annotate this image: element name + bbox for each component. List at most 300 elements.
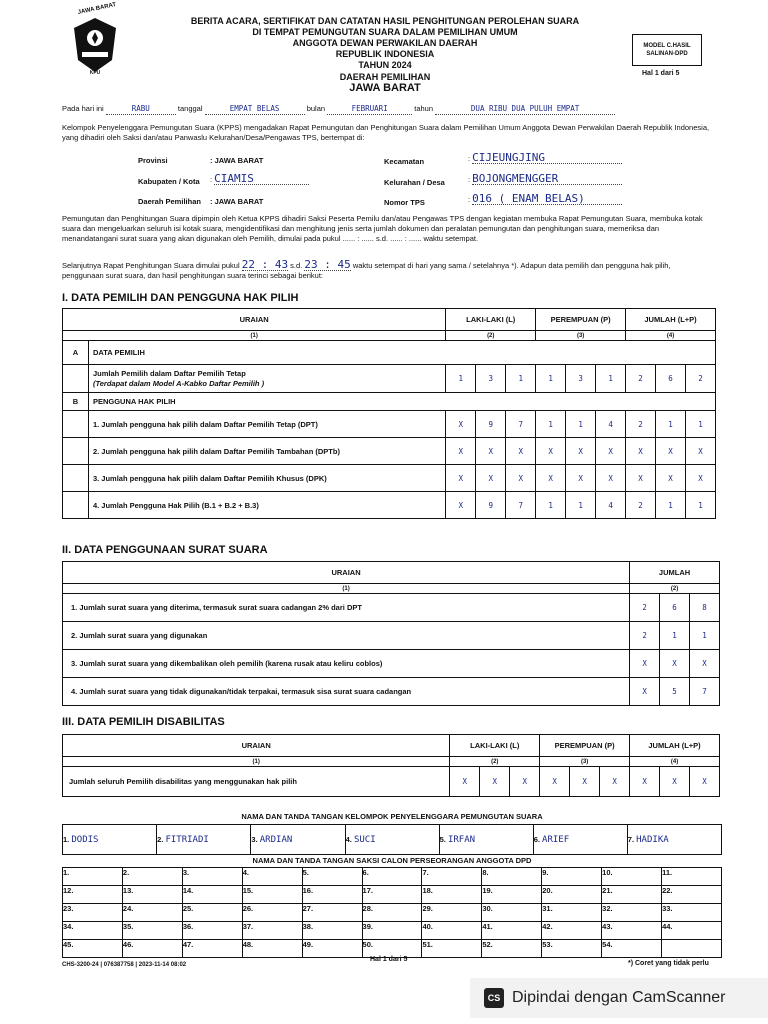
camscanner-watermark xyxy=(470,978,768,1018)
saksi-signature-slot xyxy=(362,922,422,940)
voter-data-table xyxy=(62,308,716,519)
digit-cell: 6 xyxy=(656,365,686,393)
dapil-text: JAWA BARAT xyxy=(214,197,264,206)
signer-name: ARIEF xyxy=(542,834,570,845)
slot-number: 29. xyxy=(422,904,433,913)
dapil-value: : JAWA BARAT xyxy=(210,197,264,206)
saksi-signature-slot xyxy=(482,922,542,940)
day-label: Pada hari ini xyxy=(62,104,104,113)
saksi-signature-slot xyxy=(542,886,602,904)
section-2-title: II. DATA PENGGUNAAN SURAT SUARA xyxy=(62,544,268,556)
slot-number: 20. xyxy=(542,886,553,895)
slot-number: 50. xyxy=(362,940,373,949)
saksi-signature-slot xyxy=(362,940,422,958)
time-intro: Selanjutnya Rapat Penghitungan Suara dimulai pukul xyxy=(62,261,240,270)
slot-number: 8. xyxy=(482,868,489,877)
slot-number: 53. xyxy=(542,940,553,949)
slot-number: 41. xyxy=(482,922,493,931)
slot-number: 49. xyxy=(302,940,314,949)
saksi-signature-slot xyxy=(362,886,422,904)
digit-cell: 5 xyxy=(660,678,690,706)
row-label: 2. Jumlah surat suara yang digunakan xyxy=(63,622,630,650)
footer-note: *) Coret yang tidak perlu xyxy=(628,960,709,967)
kpps-signature-slot xyxy=(345,825,439,855)
slot-number: 7. xyxy=(627,834,635,844)
slot-number: 46. xyxy=(122,940,134,949)
digit-cell: 1 xyxy=(506,365,536,393)
signer-name: HADIKA xyxy=(636,834,669,845)
digit-cell: X xyxy=(476,438,506,465)
slot-number: 38. xyxy=(302,922,314,931)
row-label: 1. Jumlah pengguna hak pilih dalam Daftar Pemilih Tetap (DPT) xyxy=(88,411,445,438)
slot-number: 33. xyxy=(662,904,673,913)
digit-cell: 4 xyxy=(596,492,626,519)
logo-caption: JAWA BARAT xyxy=(77,2,117,16)
saksi-signature-slot xyxy=(302,886,362,904)
saksi-signature-slot xyxy=(422,886,482,904)
digit-cell: X xyxy=(506,465,536,492)
digit-cell: X xyxy=(630,678,660,706)
slot-number: 14. xyxy=(182,886,194,895)
digit-cell: 7 xyxy=(690,678,720,706)
kpu-emblem-icon xyxy=(70,14,120,76)
slot-number: 28. xyxy=(362,904,373,913)
month-value: FEBRUARI xyxy=(327,104,412,115)
kelurahan-label: Kelurahan / Desa xyxy=(384,178,445,187)
slot-number: 2. xyxy=(122,868,130,877)
digit-cell: X xyxy=(536,465,566,492)
slot-number: 3. xyxy=(182,868,190,877)
intro-date-line xyxy=(62,104,712,115)
col-number: (4) xyxy=(626,331,716,341)
digit-cell: 1 xyxy=(685,492,715,519)
date-value: EMPAT BELAS xyxy=(205,104,305,115)
footer-page: Hal 1 dari 5 xyxy=(370,956,408,963)
kabupaten-value: : CIAMIS xyxy=(210,174,309,185)
saksi-signature-slot xyxy=(242,886,302,904)
digit-cell: X xyxy=(660,767,690,797)
tps-value: : 016 ( ENAM BELAS) xyxy=(468,194,622,205)
digit-cell: 1 xyxy=(566,492,596,519)
kabupaten-label: Kabupaten / Kota xyxy=(138,177,200,186)
digit-cell: X xyxy=(570,767,600,797)
saksi-signature-slot xyxy=(63,904,123,922)
slot-number: 27. xyxy=(302,904,314,913)
digit-cell: X xyxy=(656,465,686,492)
slot-number: 22. xyxy=(662,886,673,895)
provinsi-value: : JAWA BARAT xyxy=(210,156,264,165)
signer-name: SUCI xyxy=(353,834,376,845)
saksi-signature-slot xyxy=(482,904,542,922)
digit-cell: X xyxy=(685,438,715,465)
digit-cell: 4 xyxy=(596,411,626,438)
digit-cell: X xyxy=(690,650,720,678)
slot-number: 17. xyxy=(362,886,373,895)
kabupaten-text: CIAMIS xyxy=(214,174,309,185)
digit-cell: X xyxy=(656,438,686,465)
saksi-signature-slot xyxy=(242,922,302,940)
saksi-signature-slot xyxy=(182,940,242,958)
kecamatan-label: Kecamatan xyxy=(384,157,425,166)
kpps-signature-slot xyxy=(439,825,533,855)
col-jumlah: JUMLAH (L+P) xyxy=(630,735,720,757)
slot-number: 1. xyxy=(63,834,70,844)
digit-cell: 9 xyxy=(476,411,506,438)
col-uraian: URAIAN xyxy=(63,309,446,331)
empty-cell xyxy=(63,411,89,438)
year-value: DUA RIBU DUA PULUH EMPAT xyxy=(435,104,615,115)
disability-table xyxy=(62,734,720,797)
saksi-signature-slot xyxy=(122,922,182,940)
slot-number: 37. xyxy=(242,922,254,931)
slot-number: 52. xyxy=(482,940,493,949)
provinsi-text: JAWA BARAT xyxy=(214,156,264,165)
slot-number: 12. xyxy=(63,886,74,895)
saksi-signature-slot xyxy=(302,940,362,958)
digit-cell: X xyxy=(506,438,536,465)
empty-cell xyxy=(63,438,89,465)
digit-cell: 6 xyxy=(660,594,690,622)
saksi-signature-slot xyxy=(302,922,362,940)
row-group-title: PENGGUNA HAK PILIH xyxy=(88,393,715,411)
digit-cell: X xyxy=(630,650,660,678)
section-3-title: III. DATA PEMILIH DISABILITAS xyxy=(62,716,225,728)
kpps-signature-slot xyxy=(627,825,721,855)
col-number: (2) xyxy=(450,757,540,767)
col-uraian: URAIAN xyxy=(63,562,630,584)
saksi-signature-slot xyxy=(182,886,242,904)
row-label xyxy=(88,365,445,393)
day-value: RABU xyxy=(106,104,176,115)
digit-cell: X xyxy=(540,767,570,797)
region-label: DAERAH PEMILIHAN xyxy=(339,72,431,82)
saksi-signature-slot xyxy=(542,940,602,958)
digit-cell: 1 xyxy=(446,365,476,393)
empty-cell xyxy=(63,365,89,393)
slot-number: 6. xyxy=(362,868,369,877)
tps-text: 016 ( ENAM BELAS) xyxy=(472,194,622,205)
saksi-signature-slot xyxy=(662,886,722,904)
digit-cell: X xyxy=(690,767,720,797)
digit-cell: X xyxy=(596,465,626,492)
saksi-signature-slot xyxy=(362,904,422,922)
tps-label: Nomor TPS xyxy=(384,198,425,207)
col-jumlah: JUMLAH (L+P) xyxy=(626,309,716,331)
digit-cell: X xyxy=(446,438,476,465)
row-label: 2. Jumlah pengguna hak pilih dalam Daftar Pemilih Tambahan (DPTb) xyxy=(88,438,445,465)
slot-number: 18. xyxy=(422,886,433,895)
intro-paragraph: Kelompok Penyelenggara Pemungutan Suara (KPPS) mengadakan Rapat Pemungutan dan Penghitungan Suara dalam Pemilihan Umum Anggota Dewan Perwakilan Daerah Republik Indonesia, yang dihadiri oleh Saksi dan/atau Panwaslu Kelurahan/Desa/Pengawas TPS, bertempat di: xyxy=(62,123,710,142)
digit-cell: 1 xyxy=(566,411,596,438)
col-perempuan: PEREMPUAN (P) xyxy=(540,735,630,757)
slot-number: 2. xyxy=(157,834,164,844)
row-label: 3. Jumlah surat suara yang dikembalikan oleh pemilih (karena rusak atau keliru coblos) xyxy=(63,650,630,678)
saksi-signature-slot xyxy=(122,904,182,922)
saksi-signature-slot xyxy=(602,922,662,940)
saksi-signature-slot xyxy=(63,922,123,940)
digit-cell: X xyxy=(510,767,540,797)
digit-cell: X xyxy=(446,492,476,519)
kpps-signature-table xyxy=(62,812,722,855)
digit-cell: X xyxy=(476,465,506,492)
col-perempuan: PEREMPUAN (P) xyxy=(536,309,626,331)
slot-number: 51. xyxy=(422,940,433,949)
slot-number: 42. xyxy=(542,922,553,931)
digit-cell: X xyxy=(596,438,626,465)
saksi-signature-slot xyxy=(662,922,722,940)
saksi-signature-slot xyxy=(302,904,362,922)
row-group-label: A xyxy=(63,341,89,365)
slot-number: 4. xyxy=(242,868,249,877)
start-time: 22 : 43 xyxy=(241,258,289,271)
slot-number: 31. xyxy=(542,904,553,913)
row-label: 3. Jumlah pengguna hak pilih dalam Daftar Pemilih Khusus (DPK) xyxy=(88,465,445,492)
digit-cell: 1 xyxy=(596,365,626,393)
signer-name: IRFAN xyxy=(447,834,476,845)
model-line: MODEL C.HASIL xyxy=(643,43,691,49)
slot-number: 5. xyxy=(439,834,446,844)
col-laki-laki: LAKI-LAKI (L) xyxy=(450,735,540,757)
slot-number: 5. xyxy=(302,868,309,877)
digit-cell: X xyxy=(626,465,656,492)
month-label: bulan xyxy=(306,104,326,113)
year-label: tahun xyxy=(414,104,434,113)
digit-cell: X xyxy=(446,411,476,438)
digit-cell: 1 xyxy=(656,411,686,438)
kelurahan-text: BOJONGMENGGER xyxy=(472,174,622,185)
slot-number: 24. xyxy=(122,904,134,913)
slot-number: 32. xyxy=(602,904,613,913)
digit-cell: 9 xyxy=(476,492,506,519)
logo-acronym: KPU xyxy=(89,70,101,76)
slot-number: 47. xyxy=(182,940,194,949)
slot-number: 48. xyxy=(242,940,254,949)
title-line: DI TEMPAT PEMUNGUTAN SUARA DALAM PEMILIHAN UMUM xyxy=(252,27,518,37)
digit-cell: X xyxy=(685,465,715,492)
date-label: tanggal xyxy=(177,104,203,113)
digit-cell: X xyxy=(446,465,476,492)
saksi-signature-table xyxy=(62,867,722,958)
signer-name: DODIS xyxy=(71,834,99,845)
provinsi-label: Provinsi xyxy=(138,156,168,165)
kpps-signature-slot xyxy=(251,825,345,855)
digit-cell: 2 xyxy=(685,365,715,393)
digit-cell: X xyxy=(536,438,566,465)
saksi-signature-slot xyxy=(242,868,302,886)
digit-cell: 1 xyxy=(536,411,566,438)
slot-number: 1. xyxy=(63,868,70,877)
saksi-signature-slot xyxy=(482,940,542,958)
saksi-signature-slot xyxy=(182,868,242,886)
saksi-signature-slot xyxy=(662,904,722,922)
digit-cell: 1 xyxy=(685,411,715,438)
digit-cell: 2 xyxy=(626,365,656,393)
digit-cell: 1 xyxy=(536,492,566,519)
saksi-signature-slot xyxy=(302,868,362,886)
saksi-signature-slot xyxy=(182,904,242,922)
col-number: (2) xyxy=(446,331,536,341)
slot-number: 44. xyxy=(662,922,673,931)
row-label: 1. Jumlah surat suara yang diterima, termasuk surat suara cadangan 2% dari DPT xyxy=(63,594,630,622)
saksi-signature-slot xyxy=(602,904,662,922)
digit-cell: X xyxy=(566,438,596,465)
slot-number: 16. xyxy=(302,886,314,895)
slot-number: 19. xyxy=(482,886,493,895)
kpps-title: NAMA DAN TANDA TANGAN KELOMPOK PENYELENGGARA PEMUNGUTAN SUARA xyxy=(63,812,722,825)
kecamatan-text: CIJEUNGJING xyxy=(472,153,622,164)
saksi-signature-slot xyxy=(542,868,602,886)
digit-cell: 7 xyxy=(506,492,536,519)
saksi-signature-slot xyxy=(122,886,182,904)
col-uraian: URAIAN xyxy=(63,735,450,757)
ballot-usage-table xyxy=(62,561,720,706)
slot-number: 39. xyxy=(362,922,373,931)
saksi-signature-slot xyxy=(542,904,602,922)
row-label-main: Jumlah Pemilih dalam Daftar Pemilih Tetap xyxy=(92,368,246,378)
slot-number: 21. xyxy=(602,886,613,895)
section-1-title: I. DATA PEMILIH DAN PENGGUNA HAK PILIH xyxy=(62,292,299,304)
slot-number: 15. xyxy=(242,886,254,895)
saksi-signature-slot xyxy=(422,940,482,958)
digit-cell: X xyxy=(630,767,660,797)
slot-number: 30. xyxy=(482,904,493,913)
row-label-sub: (Terdapat dalam Model A-Kabko Daftar Pemilih ) xyxy=(92,378,265,388)
digit-cell: 2 xyxy=(630,594,660,622)
page-indicator: Hal 1 dari 5 xyxy=(642,70,680,77)
slot-number: 7. xyxy=(422,868,429,877)
kelurahan-value: : BOJONGMENGGER xyxy=(468,174,622,185)
saksi-signature-slot xyxy=(122,940,182,958)
digit-cell: X xyxy=(450,767,480,797)
saksi-signature-slot xyxy=(542,922,602,940)
digit-cell: 2 xyxy=(630,622,660,650)
model-badge xyxy=(632,34,702,66)
col-jumlah: JUMLAH xyxy=(630,562,720,584)
row-group-title: DATA PEMILIH xyxy=(88,341,715,365)
procedure-time-line xyxy=(62,260,712,281)
digit-cell: 2 xyxy=(626,411,656,438)
slot-number: 35. xyxy=(122,922,134,931)
col-number: (3) xyxy=(540,757,630,767)
row-label: 4. Jumlah surat suara yang tidak digunakan/tidak terpakai, termasuk sisa surat suara cadangan xyxy=(63,678,630,706)
digit-cell: 7 xyxy=(506,411,536,438)
row-group-label: B xyxy=(63,393,89,411)
slot-number: 4. xyxy=(345,834,352,844)
digit-cell: 3 xyxy=(476,365,506,393)
digit-cell: 1 xyxy=(656,492,686,519)
saksi-signature-slot xyxy=(422,904,482,922)
col-laki-laki: LAKI-LAKI (L) xyxy=(446,309,536,331)
saksi-signature-slot xyxy=(182,922,242,940)
region-value: JAWA BARAT xyxy=(349,82,421,94)
digit-cell: 1 xyxy=(536,365,566,393)
slot-number: 13. xyxy=(122,886,134,895)
digit-cell: 3 xyxy=(566,365,596,393)
camscanner-icon: CS xyxy=(484,988,504,1008)
slot-number: 23. xyxy=(63,904,74,913)
kpps-signature-slot xyxy=(533,825,627,855)
time-outro: waktu setempat di hari yang sama / setelahnya *). Adapun data pemilih dan pengguna hak pilih, penggunaan surat suara, dan hasil penghitungan suara terinci sebagai berikut: xyxy=(62,261,671,280)
col-number: (1) xyxy=(63,584,630,594)
saksi-signature-slot xyxy=(362,868,422,886)
empty-cell xyxy=(63,492,89,519)
signer-name: ARDIAN xyxy=(259,834,293,845)
slot-number: 36. xyxy=(182,922,194,931)
digit-cell: 8 xyxy=(690,594,720,622)
saksi-signature-slot xyxy=(602,940,662,958)
slot-number: 54. xyxy=(602,940,613,949)
end-time: 23 : 45 xyxy=(304,258,351,271)
saksi-signature-slot xyxy=(242,904,302,922)
signer-name: FITRIADI xyxy=(165,834,209,845)
saksi-signature-slot xyxy=(422,922,482,940)
document-title xyxy=(170,16,600,71)
row-label: 4. Jumlah Pengguna Hak Pilih (B.1 + B.2 + B.3) xyxy=(88,492,445,519)
digit-cell: 1 xyxy=(660,622,690,650)
title-line: BERITA ACARA, SERTIFIKAT DAN CATATAN HASIL PENGHITUNGAN PEROLEHAN SUARA xyxy=(190,16,580,26)
col-number: (2) xyxy=(630,584,720,594)
row-label: Jumlah seluruh Pemilih disabilitas yang menggunakan hak pilih xyxy=(63,767,450,797)
empty-cell xyxy=(63,465,89,492)
slot-number: 9. xyxy=(542,868,549,877)
procedure-paragraph: Pemungutan dan Penghitungan Suara dipimpin oleh Ketua KPPS dihadiri Saksi Peserta Pemilu dan/atau Pengawas TPS dengan kegiatan membuka Rapat Pemungutan Suara, membuka kotak suara dan mengeluarkan seluruh isi kotak suara, mengidentifikasi dan menghitung jenis serta jumlah dokumen dan peralatan pemungutan dan penghitungan suara, memeriksa dan menandatangani surat suara yang akan digunakan oleh Pemilih, dimulai pada pukul ...... : ...... s.d. ...... : ...... waktu setempat. xyxy=(62,214,703,243)
digit-cell: X xyxy=(600,767,630,797)
slot-number: 43. xyxy=(602,922,613,931)
digit-cell: 2 xyxy=(626,492,656,519)
saksi-signature-slot xyxy=(602,886,662,904)
saksi-signature-slot xyxy=(63,868,123,886)
title-line: REPUBLIK INDONESIA xyxy=(335,49,435,59)
slot-number: 11. xyxy=(662,868,673,877)
saksi-signature-slot xyxy=(482,868,542,886)
col-number: (3) xyxy=(536,331,626,341)
col-number: (1) xyxy=(63,331,446,341)
kpps-signature-slot xyxy=(157,825,251,855)
slot-number: 26. xyxy=(242,904,254,913)
saksi-signature-slot xyxy=(482,886,542,904)
digit-cell: 1 xyxy=(690,622,720,650)
digit-cell: X xyxy=(566,465,596,492)
saksi-title: NAMA DAN TANDA TANGAN SAKSI CALON PERSEORANGAN ANGGOTA DPD xyxy=(252,856,532,865)
digit-cell: X xyxy=(626,438,656,465)
form-code: CHS-3200-24 | 076387758 | 2023-11-14 08:02 xyxy=(62,962,187,968)
slot-number: 45. xyxy=(63,940,74,949)
slot-number: 40. xyxy=(422,922,433,931)
saksi-signature-slot xyxy=(662,868,722,886)
saksi-signature-slot xyxy=(63,940,123,958)
camscanner-text: Dipindai dengan CamScanner xyxy=(512,989,726,1006)
saksi-signature-slot xyxy=(662,940,722,958)
model-line: SALINAN-DPD xyxy=(646,51,688,57)
saksi-signature-slot xyxy=(242,940,302,958)
dapil-label: Daerah Pemilihan xyxy=(138,197,201,206)
col-number: (4) xyxy=(630,757,720,767)
kecamatan-value: : CIJEUNGJING xyxy=(468,153,622,164)
col-number: (1) xyxy=(63,757,450,767)
slot-number: 3. xyxy=(251,834,258,844)
title-line: TAHUN 2024 xyxy=(358,60,412,70)
saksi-signature-slot xyxy=(122,868,182,886)
digit-cell: X xyxy=(480,767,510,797)
slot-number: 34. xyxy=(63,922,74,931)
time-separator: s.d. xyxy=(290,261,303,270)
saksi-signature-slot xyxy=(422,868,482,886)
slot-number: 6. xyxy=(533,834,540,844)
slot-number: 10. xyxy=(602,868,613,877)
saksi-signature-slot xyxy=(602,868,662,886)
slot-number: 25. xyxy=(182,904,194,913)
digit-cell: X xyxy=(660,650,690,678)
